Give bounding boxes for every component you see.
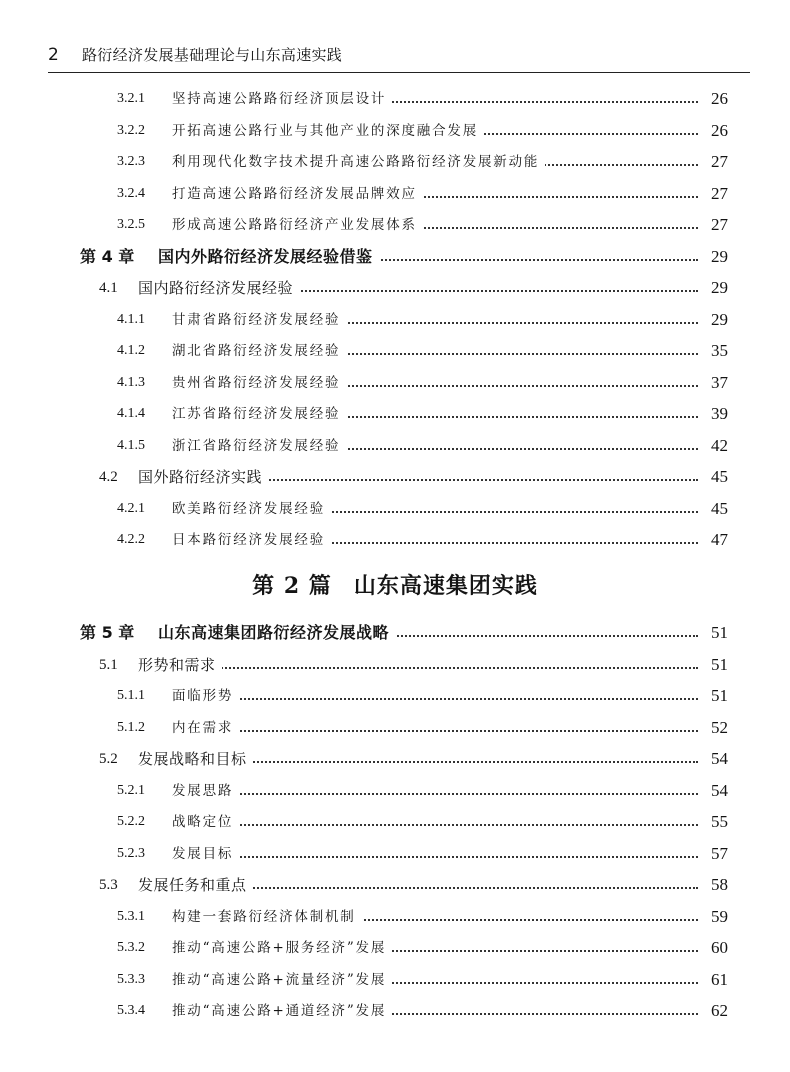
toc-entry-title: 发展目标 — [172, 839, 239, 869]
toc-entry-page: 59 — [698, 902, 728, 932]
toc-subsection-row[interactable] — [0, 525, 790, 555]
toc-entry-page: 57 — [698, 839, 728, 869]
dot-leader — [172, 856, 698, 858]
part-title: 山东高速集团实践 — [353, 573, 538, 599]
toc-entry-page: 54 — [698, 776, 728, 806]
dot-leader — [172, 824, 698, 826]
part-heading — [0, 568, 790, 604]
toc-subsection-row[interactable] — [0, 713, 790, 743]
toc-entry-page: 62 — [698, 996, 728, 1026]
dot-leader — [138, 667, 698, 669]
toc-entry-title: 形势和需求 — [138, 650, 222, 680]
toc-entry-number: 5.2.2 — [117, 814, 145, 829]
toc-entry-title: 国内路衍经济发展经验 — [138, 273, 299, 303]
toc-entry-title: 山东高速集团路衍经济发展战略 — [158, 618, 395, 648]
toc-subsection-row[interactable] — [0, 776, 790, 806]
toc-subsection-row[interactable] — [0, 839, 790, 869]
toc-entry-number: 5.2 — [99, 751, 118, 767]
toc-entry-number: 3.2.5 — [117, 217, 145, 232]
toc-entry-page: 35 — [698, 336, 728, 366]
toc-entry-page: 60 — [698, 933, 728, 963]
toc-entry-page: 26 — [698, 84, 728, 114]
toc-chapter-row[interactable] — [0, 618, 790, 648]
toc-subsection-row[interactable] — [0, 399, 790, 429]
toc-entry-number: 5.3.4 — [117, 1003, 145, 1018]
toc-subsection-row[interactable] — [0, 431, 790, 461]
toc-subsection-row[interactable] — [0, 965, 790, 995]
toc-entry-page: 61 — [698, 965, 728, 995]
toc-entry-number: 5.1.2 — [117, 719, 145, 735]
toc-subsection-row[interactable] — [0, 681, 790, 711]
toc-entry-page: 51 — [698, 650, 728, 680]
toc-entry-number: 4.1.4 — [117, 406, 145, 421]
toc-entry-number: 3.2.1 — [117, 91, 145, 106]
toc-entry-page: 29 — [698, 305, 728, 335]
part-number: 第 2 篇 — [252, 573, 332, 599]
toc-entry-page: 42 — [698, 431, 728, 461]
toc-entry-number: 4.1.2 — [117, 343, 145, 358]
toc-entry-page: 37 — [698, 368, 728, 398]
toc-entry-page: 39 — [698, 399, 728, 429]
toc-entry-page: 29 — [698, 242, 728, 272]
toc-entry-page: 45 — [698, 494, 728, 524]
toc-entry-number: 5.1.1 — [117, 688, 145, 703]
toc-entry-title: 发展战略和目标 — [138, 744, 253, 774]
toc-entry-page: 27 — [698, 210, 728, 240]
toc-entry-number: 3.2.4 — [117, 185, 145, 201]
toc-entry-page: 47 — [698, 525, 728, 555]
toc-subsection-row[interactable] — [0, 210, 790, 240]
toc-entry-page: 29 — [698, 273, 728, 303]
toc-entry-title: 贵州省路衍经济发展经验 — [172, 368, 346, 398]
toc-subsection-row[interactable] — [0, 996, 790, 1026]
toc-entry-number: 5.2.3 — [117, 845, 145, 861]
toc-entry-title: 国外路衍经济实践 — [138, 462, 268, 492]
toc-section-row[interactable] — [0, 744, 790, 774]
toc-entry-number: 4.2.1 — [117, 500, 145, 516]
toc-entry-title: 内在需求 — [172, 713, 239, 743]
toc-subsection-row[interactable] — [0, 902, 790, 932]
toc-entry-title: 面临形势 — [172, 681, 239, 711]
toc-entry-number: 第 4 章 — [80, 246, 135, 266]
toc-entry-title: 甘肃省路衍经济发展经验 — [172, 305, 346, 335]
toc-entry-title: 江苏省路衍经济发展经验 — [172, 399, 346, 429]
toc-entry-number: 3.2.2 — [117, 122, 145, 138]
dot-leader — [172, 730, 698, 732]
toc-entry-number: 4.1 — [99, 280, 118, 296]
toc-subsection-row[interactable] — [0, 336, 790, 366]
toc-entry-number: 5.3 — [99, 877, 118, 893]
toc-section-row[interactable] — [0, 462, 790, 492]
toc-entry-title: 战略定位 — [172, 807, 239, 837]
toc-section-row[interactable] — [0, 273, 790, 303]
toc-entry-page: 51 — [698, 618, 728, 648]
toc-entry-title: 国内外路衍经济发展经验借鉴 — [158, 242, 379, 272]
toc-subsection-row[interactable] — [0, 368, 790, 398]
toc-entry-page: 45 — [698, 462, 728, 492]
toc-entry-number: 5.1 — [99, 656, 118, 673]
toc-entry-title: 推动“高速公路+流量经济”发展 — [172, 965, 392, 995]
toc-entry-page: 52 — [698, 713, 728, 743]
toc-entry-title: 推动“高速公路+服务经济”发展 — [172, 933, 392, 963]
running-title: 路衍经济发展基础理论与山东高速实践 — [82, 46, 343, 64]
toc-entry-title: 打造高速公路路衍经济发展品牌效应 — [172, 179, 423, 209]
toc-subsection-row[interactable] — [0, 147, 790, 177]
toc-subsection-row[interactable] — [0, 116, 790, 146]
page-number: 2 — [48, 45, 59, 65]
toc-entry-title: 发展思路 — [172, 776, 239, 806]
toc-subsection-row[interactable] — [0, 933, 790, 963]
toc-entry-title: 坚持高速公路路衍经济顶层设计 — [172, 84, 392, 114]
toc-section-row[interactable] — [0, 650, 790, 680]
toc-subsection-row[interactable] — [0, 84, 790, 114]
toc-entry-title: 利用现代化数字技术提升高速公路路衍经济发展新动能 — [172, 147, 545, 177]
toc-entry-number: 4.1.3 — [117, 374, 145, 390]
toc-entry-page: 27 — [698, 147, 728, 177]
toc-entry-title: 推动“高速公路+通道经济”发展 — [172, 996, 392, 1026]
toc-entry-title: 开拓高速公路行业与其他产业的深度融合发展 — [172, 116, 484, 146]
toc-entry-title: 湖北省路衍经济发展经验 — [172, 336, 346, 366]
toc-section-row[interactable] — [0, 870, 790, 900]
toc-entry-number: 4.1.1 — [117, 311, 145, 327]
toc-subsection-row[interactable] — [0, 179, 790, 209]
toc-entry-page: 58 — [698, 870, 728, 900]
toc-entry-title: 浙江省路衍经济发展经验 — [172, 431, 346, 461]
toc-subsection-row[interactable] — [0, 494, 790, 524]
toc-entry-number: 第 5 章 — [80, 623, 135, 642]
toc-entry-page: 54 — [698, 744, 728, 774]
toc-entry-title: 日本路衍经济发展经验 — [172, 525, 331, 555]
toc-entry-title: 欧美路衍经济发展经验 — [172, 494, 331, 524]
dot-leader — [172, 793, 698, 795]
toc-entry-number: 3.2.3 — [117, 154, 145, 169]
toc-entry-number: 5.3.3 — [117, 971, 145, 987]
toc-entry-number: 4.1.5 — [117, 437, 145, 453]
toc-entry-title: 构建一套路衍经济体制机制 — [172, 902, 362, 932]
dot-leader — [172, 698, 698, 700]
toc-subsection-row[interactable] — [0, 305, 790, 335]
toc-entry-title: 发展任务和重点 — [138, 870, 253, 900]
toc-entry-number: 4.2.2 — [117, 532, 145, 547]
toc-entry-page: 27 — [698, 179, 728, 209]
toc-entry-number: 4.2 — [99, 469, 118, 485]
toc-subsection-row[interactable] — [0, 807, 790, 837]
toc-entry-number: 5.3.2 — [117, 940, 145, 955]
toc-chapter-row[interactable] — [0, 242, 790, 272]
toc-entry-page: 26 — [698, 116, 728, 146]
toc-entry-title: 形成高速公路路衍经济产业发展体系 — [172, 210, 423, 240]
toc-entry-number: 5.2.1 — [117, 782, 145, 798]
toc-entry-page: 51 — [698, 681, 728, 711]
toc-entry-page: 55 — [698, 807, 728, 837]
toc-entry-number: 5.3.1 — [117, 908, 145, 924]
